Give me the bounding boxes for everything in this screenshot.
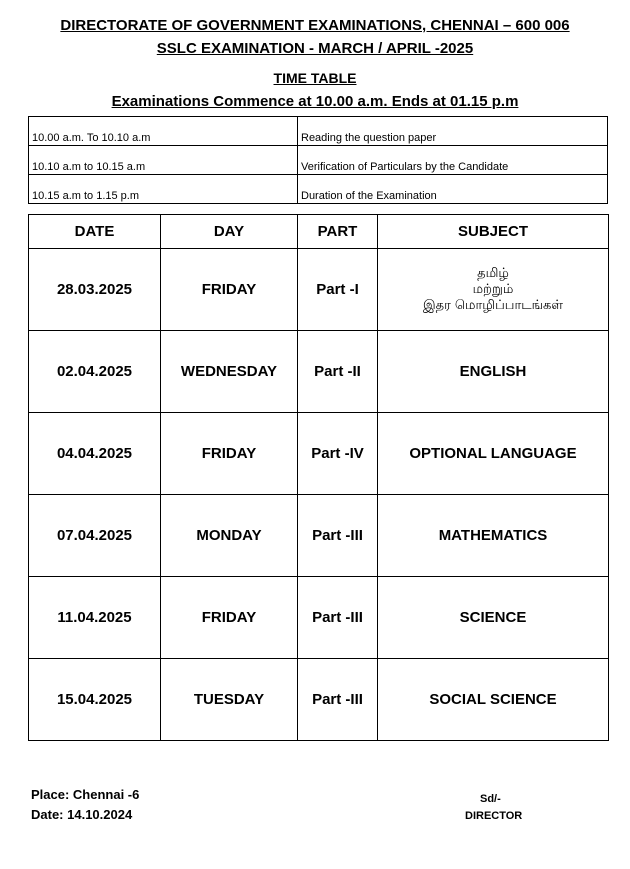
exam-part: Part -III xyxy=(298,659,378,741)
exam-subject: OPTIONAL LANGUAGE xyxy=(378,413,609,495)
directorate-heading: DIRECTORATE OF GOVERNMENT EXAMINATIONS, CHENNAI – 600 006 xyxy=(60,17,570,34)
schedule-row xyxy=(29,175,608,204)
subject-line: மற்றும் xyxy=(472,281,514,297)
exam-date: 04.04.2025 xyxy=(29,413,161,495)
subject-line: தமிழ் xyxy=(477,265,509,281)
column-header-date: DATE xyxy=(29,215,161,249)
exam-subject: ENGLISH xyxy=(378,331,609,413)
exam-subject xyxy=(378,249,609,331)
exam-part: Part -IV xyxy=(298,413,378,495)
tamil-subject-text xyxy=(378,266,608,314)
table-row xyxy=(29,249,609,331)
exam-part: Part -II xyxy=(298,331,378,413)
director-designation: DIRECTOR xyxy=(465,810,523,822)
table-row xyxy=(29,495,609,577)
column-header-subject: SUBJECT xyxy=(378,215,609,249)
exam-subject: SCIENCE xyxy=(378,577,609,659)
signature-mark: Sd/- xyxy=(480,793,501,805)
exam-date: 02.04.2025 xyxy=(29,331,161,413)
exam-day: TUESDAY xyxy=(161,659,298,741)
exam-heading: SSLC EXAMINATION - MARCH / APRIL -2025 xyxy=(156,40,474,57)
table-row xyxy=(29,413,609,495)
column-header-day: DAY xyxy=(161,215,298,249)
exam-part: Part -III xyxy=(298,577,378,659)
timing-subtitle: Examinations Commence at 10.00 a.m. Ends at 01.15 p.m xyxy=(111,93,519,110)
schedule-activity: Duration of the Examination xyxy=(298,175,608,204)
schedule-activity: Verification of Particulars by the Candidate xyxy=(298,146,608,175)
page-title: TIME TABLE xyxy=(273,70,357,86)
exam-subject: SOCIAL SCIENCE xyxy=(378,659,609,741)
table-row xyxy=(29,577,609,659)
date-line: Date: 14.10.2024 xyxy=(31,807,133,822)
exam-subject: MATHEMATICS xyxy=(378,495,609,577)
exam-part: Part -I xyxy=(298,249,378,331)
exam-day: MONDAY xyxy=(161,495,298,577)
place-line: Place: Chennai -6 xyxy=(31,787,140,802)
schedule-table xyxy=(28,116,608,204)
schedule-time: 10.00 a.m. To 10.10 a.m xyxy=(29,117,298,146)
exam-day: FRIDAY xyxy=(161,577,298,659)
exam-date: 15.04.2025 xyxy=(29,659,161,741)
schedule-time: 10.15 a.m to 1.15 p.m xyxy=(29,175,298,204)
schedule-time: 10.10 a.m to 10.15 a.m xyxy=(29,146,298,175)
column-header-part: PART xyxy=(298,215,378,249)
schedule-activity: Reading the question paper xyxy=(298,117,608,146)
table-row xyxy=(29,331,609,413)
subject-line: இதர மொழிப்பாடங்கள் xyxy=(422,297,564,313)
exam-day: WEDNESDAY xyxy=(161,331,298,413)
exam-date: 11.04.2025 xyxy=(29,577,161,659)
schedule-row xyxy=(29,146,608,175)
exam-day: FRIDAY xyxy=(161,249,298,331)
schedule-row xyxy=(29,117,608,146)
exam-timetable xyxy=(28,214,609,741)
exam-day: FRIDAY xyxy=(161,413,298,495)
table-header-row xyxy=(29,215,609,249)
exam-date: 28.03.2025 xyxy=(29,249,161,331)
exam-date: 07.04.2025 xyxy=(29,495,161,577)
table-row xyxy=(29,659,609,741)
exam-part: Part -III xyxy=(298,495,378,577)
